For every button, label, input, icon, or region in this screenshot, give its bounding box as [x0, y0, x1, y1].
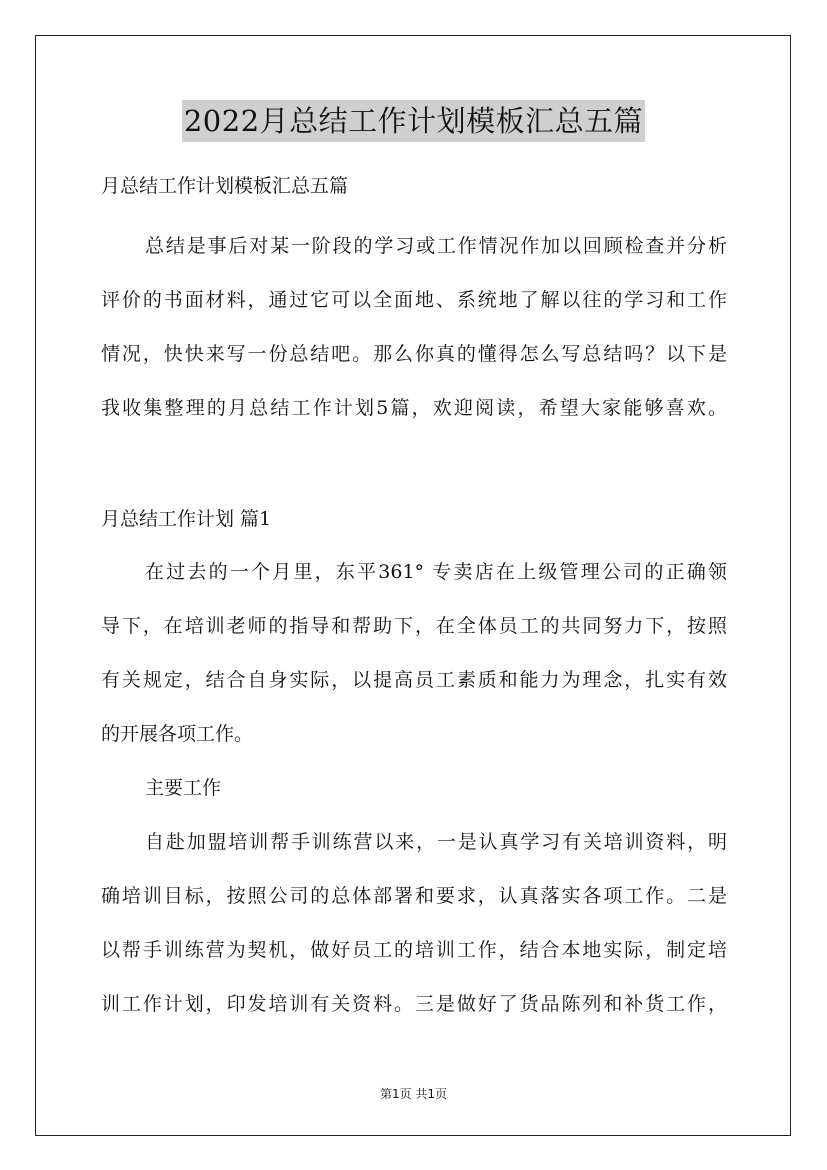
paragraph-line: 有关规定，结合自身实际，以提高员工素质和能力为理念，扎实有效 — [101, 669, 727, 691]
section-heading: 月总结工作计划 篇1 — [101, 508, 272, 530]
document-subtitle: 月总结工作计划模板汇总五篇 — [101, 175, 349, 197]
intro-line: 总结是事后对某一阶段的学习或工作情况作加以回顾检查并分析 — [145, 235, 727, 257]
paragraph-line: 导下，在培训老师的指导和帮助下，在全体员工的共同努力下，按照 — [101, 615, 727, 637]
intro-line: 评价的书面材料，通过它可以全面地、系统地了解以往的学习和工作 — [101, 289, 727, 311]
paragraph-line: 训工作计划，印发培训有关资料。三是做好了货品陈列和补货工作， — [101, 993, 727, 1015]
paragraph-line: 的开展各项工作。 — [101, 723, 254, 745]
paragraph-line: 确培训目标，按照公司的总体部署和要求，认真落实各项工作。二是 — [101, 885, 727, 907]
intro-line: 情况，快快来写一份总结吧。那么你真的懂得怎么写总结吗？以下是 — [101, 343, 727, 365]
document-title: 2022月总结工作计划模板汇总五篇 — [182, 100, 645, 142]
paragraph-line: 自赴加盟培训帮手训练营以来，一是认真学习有关培训资料，明 — [145, 831, 727, 853]
document-title-wrap — [0, 100, 827, 142]
intro-line: 我收集整理的月总结工作计划5篇，欢迎阅读，希望大家能够喜欢。 — [101, 397, 727, 419]
page-footer: 第1页 共1页 — [379, 1087, 448, 1101]
paragraph-line: 在过去的一个月里，东平361° 专卖店在上级管理公司的正确领 — [145, 561, 727, 583]
subheading: 主要工作 — [145, 777, 222, 799]
paragraph-line: 以帮手训练营为契机，做好员工的培训工作，结合本地实际，制定培 — [101, 939, 727, 961]
